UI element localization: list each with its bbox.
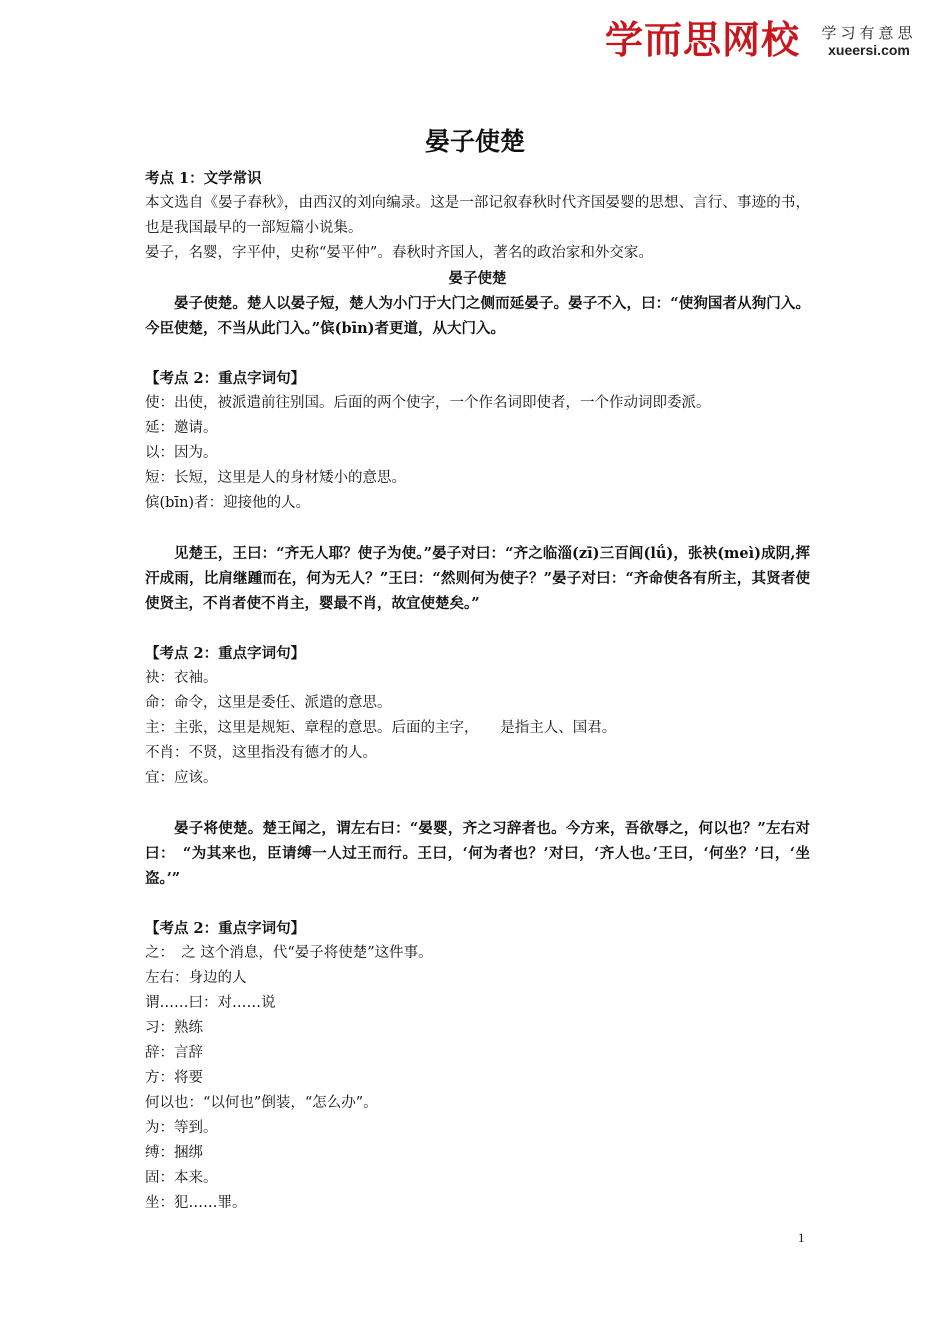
note-item: 何以也：“以何也”倒装，“怎么办”。 <box>145 1095 378 1111</box>
passage-subtitle: 晏子使楚 <box>448 270 507 287</box>
passage-3: 晏子将使楚。楚王闻之，谓左右曰：“晏婴，齐之习辞者也。今方来，吾欲辱之，何以也？”左右对曰： “为其来也，臣请缚一人过王而行。王曰，‘何为者也？’对曰，‘齐人也。’王曰，‘何坐？’曰，‘坐盗。’” <box>145 820 810 887</box>
note-item: 袂：衣袖。 <box>145 670 218 686</box>
paragraph-source: 本文选自《晏子春秋》，由西汉的刘向编录。这是一部记叙春秋时代齐国晏婴的思想、言行、事迹的书，也是我国最早的一部短篇小说集。 <box>145 195 810 236</box>
note-item: 左右：身边的人 <box>145 970 247 986</box>
note-item: 不肖：不贤，这里指没有德才的人。 <box>145 745 377 761</box>
note-item: 主：主张，这里是规矩、章程的意思。后面的主字， 是指主人、国君。 <box>145 720 617 736</box>
logo-text: 学而思网校 <box>604 18 800 62</box>
note-item: 谓……曰：对……说 <box>145 995 276 1011</box>
passage-2: 见楚王，王曰：“齐无人耶？使子为使。”晏子对曰：“齐之临淄(zī)三百闾(lǘ)，张袂(meì)成阴,挥汗成雨，比肩继踵而在，何为无人？”王曰：“然则何为使子？”晏子对曰：“齐命使各有所主，其贤者使使贤主，不肖者使不肖主，婴最不肖，故宜使楚矣。” <box>145 545 810 612</box>
note-item: 辞：言辞 <box>145 1045 203 1061</box>
note-item: 固：本来。 <box>145 1170 218 1186</box>
note-item: 缚：捆绑 <box>145 1145 203 1161</box>
note-item: 坐：犯……罪。 <box>145 1195 247 1211</box>
note-item: 命：命令，这里是委任、派遣的意思。 <box>145 695 392 711</box>
logo-slogan: 学习有意思 <box>821 24 917 42</box>
logo-url: xueersi.com <box>828 42 910 58</box>
page-number: 1 <box>798 1230 805 1245</box>
document-body <box>145 166 810 1216</box>
notes-heading-2: 【考点 2：重点字词句】 <box>145 645 306 662</box>
note-item: 傧(bīn)者：迎接他的人。 <box>145 495 311 511</box>
note-item: 使：出使，被派遣前往别国。后面的两个使字，一个作名词即使者，一个作动词即委派。 <box>145 395 711 411</box>
document-title: 晏子使楚 <box>424 127 525 156</box>
paragraph-author: 晏子，名婴，字平仲，史称“晏平仲”。春秋时齐国人，著名的政治家和外交家。 <box>145 245 653 261</box>
passage-1: 晏子使楚。楚人以晏子短，楚人为小门于大门之侧而延晏子。晏子不入，曰：“使狗国者从狗门入。今臣使楚，不当从此门入。”傧(bīn)者更道，从大门入。 <box>145 295 810 337</box>
note-item: 之： 之 这个消息，代“晏子将使楚”这件事。 <box>145 945 433 961</box>
note-item: 习：熟练 <box>145 1020 203 1036</box>
note-item: 宜：应该。 <box>145 770 218 786</box>
note-item: 方：将要 <box>145 1070 203 1086</box>
notes-heading-1: 【考点 2：重点字词句】 <box>145 370 306 387</box>
note-item: 以：因为。 <box>145 445 218 461</box>
notes-heading-3: 【考点 2：重点字词句】 <box>145 920 306 937</box>
section-heading-literature: 考点 1：文学常识 <box>145 170 262 187</box>
note-item: 延：邀请。 <box>145 420 218 436</box>
note-item: 为：等到。 <box>145 1120 218 1136</box>
note-item: 短：长短，这里是人的身材矮小的意思。 <box>145 470 406 486</box>
